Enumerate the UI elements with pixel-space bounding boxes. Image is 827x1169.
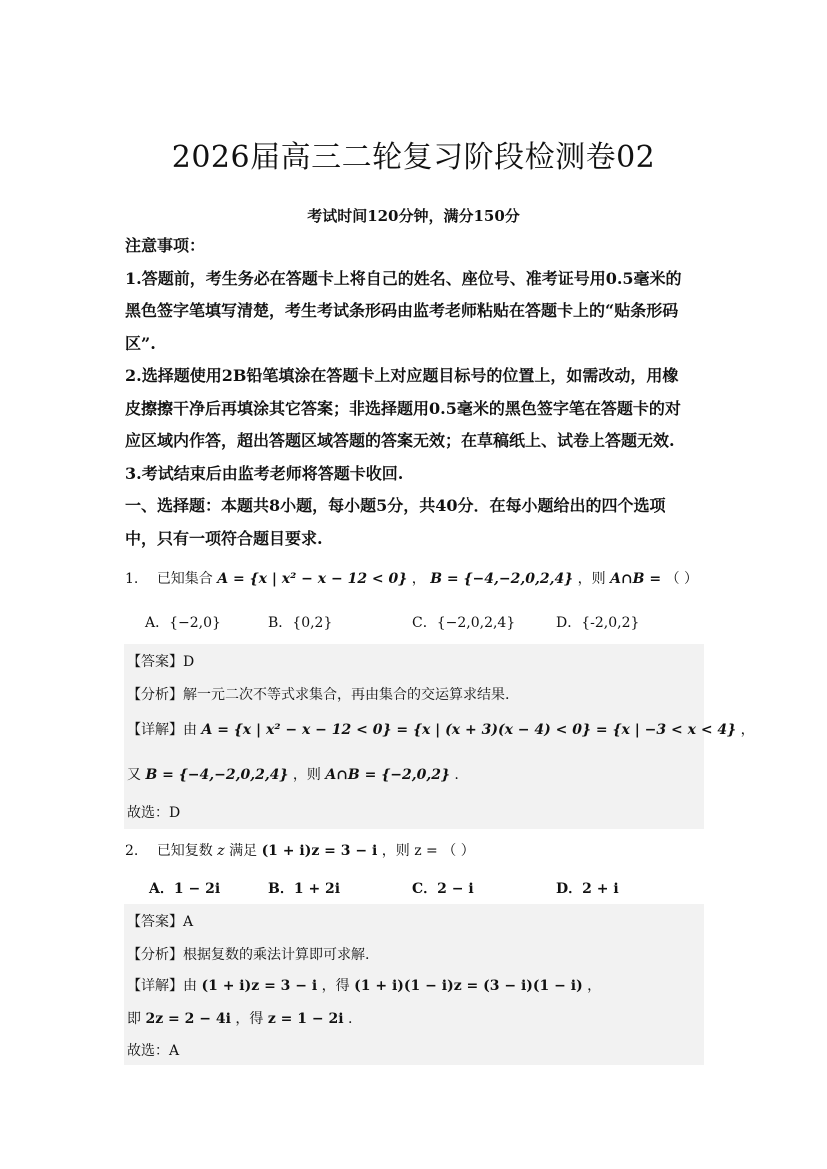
detail-line-2 <box>127 764 459 784</box>
notice-line: 2.选择题使用2B铅笔填涂在答题卡上对应题目标号的位置上，如需改动，用橡 <box>125 366 679 385</box>
notice-line: 应区域内作答，超出答题区域答题的答案无效；在草稿纸上、试卷上答题无效. <box>125 431 675 450</box>
stem-text: 已知复数 <box>156 843 213 859</box>
stem-text: ，则 <box>381 843 410 859</box>
choice-line: 故选：D <box>127 805 181 821</box>
answer-blank: （ ） <box>665 571 699 587</box>
intersection-math: A∩B = <box>610 571 662 587</box>
answer-box-1 <box>124 644 755 829</box>
option-a: A．{−2,0} <box>145 615 221 631</box>
question-number: 1. <box>125 571 139 587</box>
detail-text: ，得 <box>321 978 350 994</box>
option-a: A．1 − 2i <box>149 881 221 897</box>
notice-line: 区”. <box>125 333 156 353</box>
detail-math: B = {−4,−2,0,2,4} <box>145 767 289 783</box>
option-b: B．1 + 2i <box>268 881 341 897</box>
detail-text: ，得 <box>235 1011 264 1027</box>
detail-math: (1 + i)(1 − i)z = (3 − i)(1 − i) <box>354 978 583 994</box>
stem-text: 满足 <box>229 843 258 859</box>
detail-line <box>127 719 755 739</box>
detail-text: 即 <box>127 1011 141 1027</box>
analysis-line: 【分析】解一元二次不等式求集合，再由集合的交运算求结果. <box>127 687 510 703</box>
notice-line: 3.考试结束后由监考老师将答题卡收回. <box>125 463 404 483</box>
option-d: D．{-2,0,2} <box>556 615 640 631</box>
stem-text: ，则 <box>577 571 606 587</box>
detail-label: 【详解】由 <box>127 722 197 738</box>
notice-line: 1.答题前，考生务必在答题卡上将自己的姓名、座位号、准考证号用0.5毫米的 <box>125 268 682 288</box>
detail-text: ，则 <box>292 767 321 783</box>
detail-punct: . <box>347 1011 353 1027</box>
stem-text: ， <box>411 571 426 587</box>
answer-box-2 <box>124 904 704 1065</box>
equation-math: (1 + i)z = 3 − i <box>261 843 378 859</box>
detail-line <box>127 975 601 995</box>
z-equals: z = <box>414 843 438 859</box>
option-c: C．{−2,0,2,4} <box>412 615 516 631</box>
exam-time-subtitle: 考试时间120分钟，满分150分 <box>307 207 520 225</box>
section-heading: 一、选择题：本题共8小题，每小题5分，共40分．在每小题给出的四个选项 <box>125 496 666 515</box>
detail-math: A∩B = {−2,0,2} <box>325 767 450 783</box>
notice-heading: 注意事项： <box>125 236 206 255</box>
notice-block <box>125 230 705 555</box>
notice-line: 黑色签字笔填写清楚，考生考试条形码由监考老师粘贴在答题卡上的“贴条形码 <box>125 301 679 320</box>
detail-math: z = 1 − 2i <box>267 1011 344 1027</box>
z-variable: z <box>217 843 225 859</box>
page-title: 2026届高三二轮复习阶段检测卷02 <box>171 140 656 175</box>
detail-punct: ， <box>587 978 602 994</box>
question-2-stem <box>125 840 705 860</box>
notice-line: 皮擦擦干净后再填涂其它答案；非选择题用0.5毫米的黑色签字笔在答题卡的对 <box>125 398 681 418</box>
choice-line: 故选：A <box>127 1043 180 1059</box>
answer-blank: （ ） <box>442 843 475 859</box>
question-number: 2. <box>125 843 139 859</box>
detail-math: 2z = 2 − 4i <box>145 1011 231 1027</box>
detail-punct: . <box>454 767 459 783</box>
answer-line: 【答案】A <box>127 914 194 930</box>
option-d: D．2 + i <box>556 881 619 897</box>
detail-line-2 <box>127 1008 352 1028</box>
stem-text: 已知集合 <box>156 571 213 587</box>
option-b: B．{0,2} <box>268 615 333 631</box>
detail-math: A = {x | x² − x − 12 < 0} = {x | (x + 3)(x − 4) < 0} = {x | −3 < x < 4} <box>201 722 737 738</box>
detail-punct: ， <box>740 722 755 738</box>
detail-text: 又 <box>127 767 141 783</box>
analysis-line: 【分析】根据复数的乘法计算即可求解. <box>127 947 370 963</box>
detail-label: 【详解】由 <box>127 978 197 994</box>
question-1-stem <box>125 568 705 588</box>
option-c: C．2 − i <box>412 881 474 897</box>
detail-math: (1 + i)z = 3 − i <box>201 978 318 994</box>
section-heading: 中，只有一项符合题目要求. <box>125 528 323 548</box>
set-b-math: B = {−4,−2,0,2,4} <box>430 571 574 587</box>
answer-line: 【答案】D <box>127 654 195 670</box>
set-a-math: A = {x | x² − x − 12 < 0} <box>217 571 408 587</box>
